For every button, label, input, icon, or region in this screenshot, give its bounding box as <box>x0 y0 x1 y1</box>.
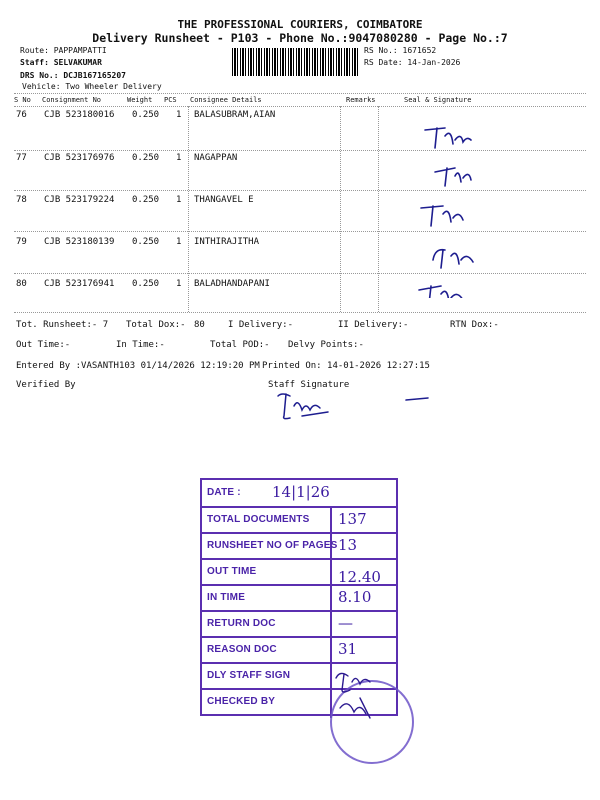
stamp-value-reason-doc: 31 <box>338 640 358 658</box>
table-header <box>14 96 586 106</box>
table-row: 78 CJB 523179224 0.250 1 THANGAVEL E <box>16 195 254 205</box>
col-consignment: Consignment No <box>42 96 102 104</box>
col-pcs: PCS <box>164 96 177 104</box>
stamp-row <box>202 508 396 534</box>
stamp-signatures <box>330 668 400 728</box>
stamp-row <box>202 638 396 664</box>
col-sno: S No <box>14 96 31 104</box>
stamp-row <box>202 586 396 612</box>
stamp-value-total-documents: 137 <box>338 510 367 528</box>
stamp-value-date: 14|1|26 <box>272 483 330 501</box>
staff-label: Staff: SELVAKUMAR <box>20 58 102 67</box>
total-dox-label: Total Dox:- <box>126 320 186 330</box>
summary-row-3 <box>16 361 586 373</box>
staff-signature-label: Staff Signature <box>268 380 350 390</box>
col-seal-signature: Seal & Signature <box>404 96 472 104</box>
total-dox-value: 80 <box>194 320 205 330</box>
stamp-row <box>202 480 396 508</box>
stamp-label-return-doc: RETURN DOC <box>207 618 276 629</box>
entered-by: Entered By :VASANTH103 01/14/2026 12:19:20 PM <box>16 361 260 371</box>
drs-number: DRS No.: DCJB167165207 <box>20 71 126 80</box>
vehicle-label: Vehicle: Two Wheeler Delivery <box>22 82 162 91</box>
stamp-row <box>202 612 396 638</box>
printed-on: Printed On: 14-01-2026 12:27:15 <box>262 361 430 371</box>
stamp-row <box>202 560 396 586</box>
verified-by: Verified By <box>16 380 76 390</box>
col-remarks: Remarks <box>346 96 376 104</box>
route-label: Route: PAPPAMPATTI <box>20 46 107 55</box>
table-row: 77 CJB 523176976 0.250 1 NAGAPPAN <box>16 153 238 163</box>
stamp-label-out-time: OUT TIME <box>207 566 257 577</box>
out-time: Out Time:- <box>16 340 71 350</box>
ii-delivery: II Delivery:- <box>338 320 409 330</box>
rs-date: RS Date: 14-Jan-2026 <box>364 58 461 67</box>
stamp-value-out-time: 12.40 <box>338 568 381 586</box>
delvy-points: Delvy Points:- <box>288 340 364 350</box>
table-row: 79 CJB 523180139 0.250 1 INTHIRAJITHA <box>16 237 260 247</box>
stamp-value-runsheet-pages: 13 <box>338 536 358 554</box>
stamp-label-checked-by: CHECKED BY <box>207 696 276 707</box>
rtn-dox: RTN Dox:- <box>450 320 499 330</box>
document-subtitle: Delivery Runsheet - P103 - Phone No.:9047080280 - Page No.:7 <box>92 31 508 45</box>
col-weight: Weight <box>127 96 153 104</box>
document-title: THE PROFESSIONAL COURIERS, COIMBATORE <box>177 18 423 31</box>
stamp-label-dly-staff-sign: DLY STAFF SIGN <box>207 670 291 681</box>
in-time: In Time:- <box>116 340 165 350</box>
col-consignee: Consignee Details <box>190 96 262 104</box>
stamp-row <box>202 534 396 560</box>
stamp-label-total-documents: TOTAL DOCUMENTS <box>207 514 310 525</box>
barcode <box>232 48 360 76</box>
stamp-label-date: DATE : <box>207 487 241 498</box>
total-pod: Total POD:- <box>210 340 270 350</box>
stamp-value-in-time: 8.10 <box>338 588 372 606</box>
summary-row-2 <box>16 340 586 352</box>
stamp-label-in-time: IN TIME <box>207 592 246 603</box>
summary-row-1 <box>16 320 586 332</box>
table-row: 76 CJB 523180016 0.250 1 BALASUBRAM,AIAN <box>16 110 276 120</box>
handwritten-signatures <box>415 118 485 298</box>
stamp-label-runsheet-pages: RUNSHEET NO OF PAGES <box>207 540 338 551</box>
table-row: 80 CJB 523176941 0.250 1 BALADHANDAPANI <box>16 279 270 289</box>
rs-number: RS No.: 1671652 <box>364 46 437 55</box>
stamp-label-reason-doc: REASON DOC <box>207 644 277 655</box>
tot-runsheet: Tot. Runsheet:- 7 <box>16 320 109 330</box>
staff-signature-drawing <box>268 390 438 422</box>
stamp-value-return-doc: — <box>338 614 353 632</box>
i-delivery: I Delivery:- <box>228 320 294 330</box>
